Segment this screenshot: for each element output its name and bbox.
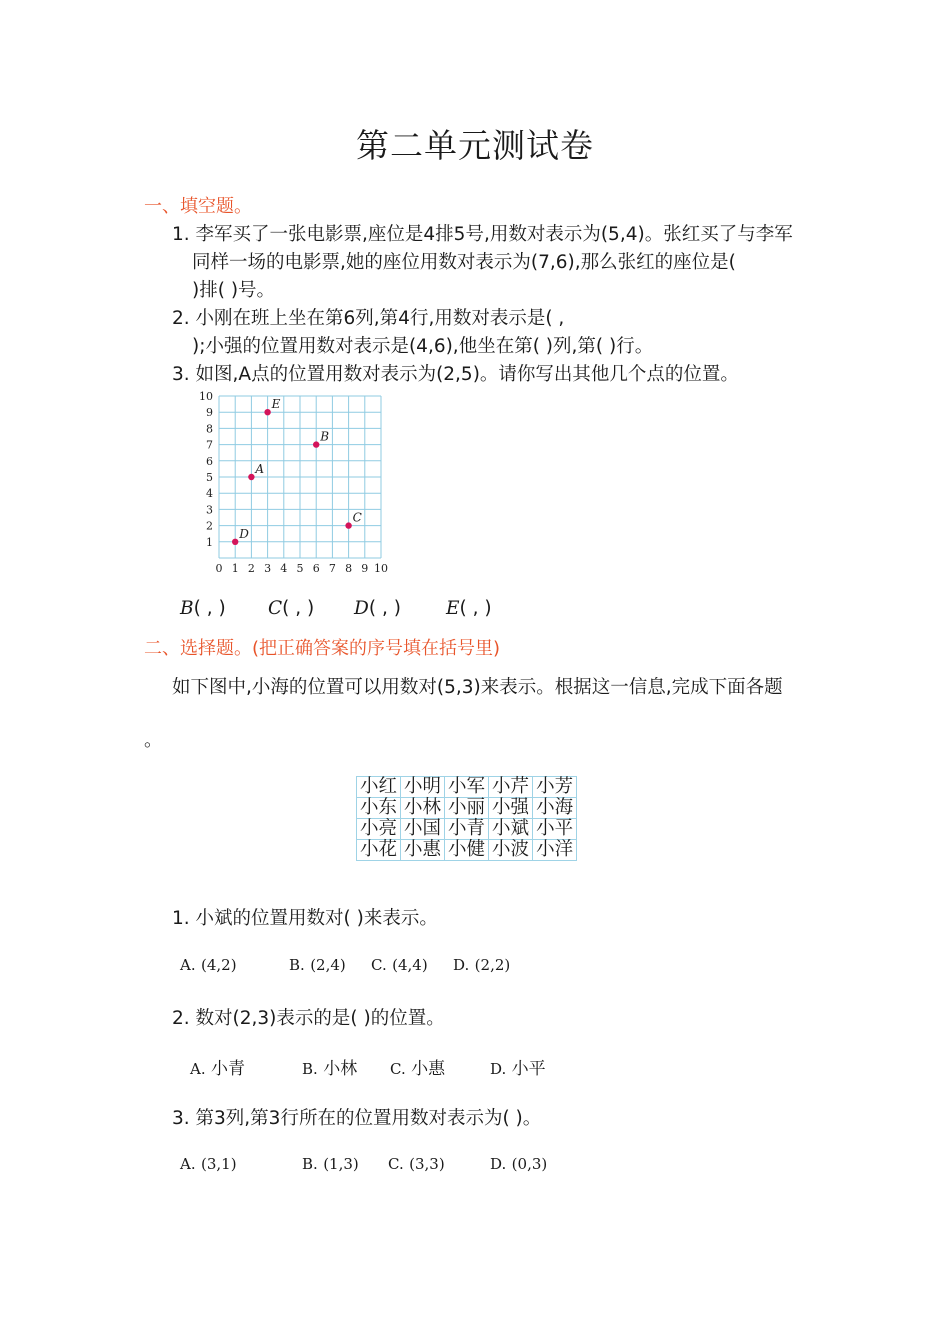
seat-cell: 小平 (533, 819, 577, 840)
seat-cell: 小斌 (489, 819, 533, 840)
option-key: C. (390, 1060, 406, 1078)
seat-cell: 小青 (445, 819, 489, 840)
mc-q3-text: 3. 第3列,第3行所在的位置用数对表示为( )。 (172, 1108, 542, 1129)
mc-q3-option-a (180, 1154, 237, 1174)
x-tick-label: 7 (328, 562, 336, 575)
mc-q2-option-d (490, 1054, 546, 1079)
y-tick-label: 10 (199, 390, 213, 403)
data-point-c (345, 522, 351, 528)
mc-q3-option-c (388, 1154, 445, 1174)
seat-cell: 小军 (445, 777, 489, 798)
point-label-a: A (255, 462, 265, 476)
answer-c-blank: ( , ) (282, 598, 315, 619)
answer-b (180, 598, 226, 619)
coordinate-grid-chart (190, 388, 415, 578)
y-tick-label: 5 (206, 471, 213, 484)
x-tick-label: 3 (264, 562, 272, 575)
option-value: 小青 (211, 1059, 246, 1079)
q1-line1: 1. 李军买了一张电影票,座位是4排5号,用数对表示为(5,4)。张红买了与李军 (172, 224, 793, 245)
seat-cell: 小国 (401, 819, 445, 840)
x-tick-label: 2 (247, 562, 255, 575)
y-tick-label: 9 (206, 406, 213, 420)
q1-line3: )排( )号。 (192, 280, 276, 301)
seat-cell: 小健 (445, 840, 489, 861)
option-key: C. (371, 956, 387, 974)
point-label-b: B (320, 429, 330, 444)
answer-e (446, 598, 492, 619)
x-tick-label: 4 (280, 562, 288, 575)
answer-d-label: D (354, 598, 369, 619)
x-tick-label: 0 (215, 562, 223, 575)
section2-intro-line1: 如下图中,小海的位置可以用数对(5,3)来表示。根据这一信息,完成下面各题 (172, 677, 783, 698)
seating-table (356, 776, 577, 861)
mc-q2-option-c (390, 1054, 445, 1079)
option-key: A. (190, 1060, 206, 1078)
option-key: B. (289, 956, 305, 974)
seat-cell: 小强 (489, 798, 533, 819)
mc-q1-option-a (180, 955, 237, 975)
mc-q2-option-a (190, 1054, 245, 1079)
answer-b-label: B (180, 598, 194, 619)
option-key: D. (453, 956, 470, 974)
q2-line2: );小强的位置用数对表示是(4,6),他坐在第( )列,第( )行。 (192, 336, 654, 357)
option-key: A. (180, 1155, 196, 1173)
option-value: (2,2) (474, 956, 511, 974)
point-label-e: E (271, 397, 281, 412)
mc-q1-option-b (289, 955, 346, 975)
q3-line1: 3. 如图,A点的位置用数对表示为(2,5)。请你写出其他几个点的位置。 (172, 364, 739, 385)
section2-heading: 二、选择题。(把正确答案的序号填在括号里) (144, 638, 501, 659)
seat-cell: 小明 (401, 777, 445, 798)
answer-e-label: E (446, 598, 460, 619)
x-tick-label: 8 (345, 562, 353, 575)
seat-cell: 小洋 (533, 840, 577, 861)
seat-cell: 小林 (401, 798, 445, 819)
section1-heading: 一、填空题。 (144, 196, 252, 217)
q1-line2: 同样一场的电影票,她的座位用数对表示为(7,6),那么张红的座位是( (192, 252, 736, 273)
option-value: 小林 (323, 1059, 358, 1079)
option-key: D. (490, 1155, 507, 1173)
x-tick-label: 10 (374, 562, 388, 575)
seat-cell: 小海 (533, 798, 577, 819)
y-tick-label: 6 (206, 454, 213, 468)
seat-cell: 小芹 (489, 777, 533, 798)
y-tick-label: 3 (206, 503, 213, 517)
answer-b-blank: ( , ) (193, 598, 226, 619)
seat-cell: 小亮 (357, 819, 401, 840)
option-key: D. (490, 1060, 507, 1078)
option-key: B. (302, 1155, 318, 1173)
x-tick-label: 9 (361, 562, 369, 575)
answer-d-blank: ( , ) (368, 598, 401, 619)
option-value: (4,2) (201, 956, 237, 974)
option-value: 小惠 (411, 1059, 446, 1079)
page-title: 第二单元测试卷 (356, 126, 594, 165)
option-key: A. (180, 956, 196, 974)
option-key: C. (388, 1155, 404, 1173)
seat-cell: 小花 (357, 840, 401, 861)
option-value: 小平 (511, 1059, 546, 1079)
mc-q3-option-b (302, 1154, 359, 1174)
section2-intro-line2: 。 (144, 730, 163, 751)
option-value: (1,3) (323, 1155, 359, 1173)
seat-cell: 小红 (357, 777, 401, 798)
option-value: (3,1) (201, 1155, 237, 1173)
point-label-c: C (352, 510, 362, 525)
option-key: B. (302, 1060, 318, 1078)
y-tick-label: 1 (206, 535, 213, 549)
option-value: (0,3) (511, 1155, 548, 1173)
answer-c-label: C (268, 598, 283, 619)
table-row (357, 840, 577, 861)
x-tick-label: 6 (312, 562, 320, 575)
option-value: (4,4) (392, 956, 428, 974)
option-value: (2,4) (310, 956, 346, 974)
table-row (357, 777, 577, 798)
seat-cell: 小惠 (401, 840, 445, 861)
mc-q1-option-c (371, 955, 428, 975)
answer-c (268, 598, 314, 619)
mc-q3-option-d (490, 1154, 547, 1174)
answer-e-blank: ( , ) (459, 598, 492, 619)
seat-cell: 小丽 (445, 798, 489, 819)
mc-q1-option-d (453, 955, 510, 975)
data-point-d (232, 539, 238, 545)
mc-q1-text: 1. 小斌的位置用数对( )来表示。 (172, 908, 438, 929)
seat-cell: 小芳 (533, 777, 577, 798)
table-row (357, 819, 577, 840)
table-row (357, 798, 577, 819)
data-point-b (313, 441, 319, 447)
q2-line1: 2. 小刚在班上坐在第6列,第4行,用数对表示是( , (172, 308, 565, 329)
y-tick-label: 2 (206, 519, 213, 533)
mc-q2-option-b (302, 1054, 357, 1079)
point-label-d: D (239, 526, 249, 541)
y-tick-label: 4 (206, 487, 213, 501)
y-tick-label: 8 (206, 422, 213, 436)
y-tick-label: 7 (206, 438, 213, 452)
x-tick-label: 1 (231, 562, 239, 575)
x-tick-label: 5 (296, 562, 304, 575)
seat-cell: 小波 (489, 840, 533, 861)
mc-q2-text: 2. 数对(2,3)表示的是( )的位置。 (172, 1008, 445, 1029)
seat-cell: 小东 (357, 798, 401, 819)
data-point-e (264, 409, 270, 415)
data-point-a (248, 474, 254, 480)
option-value: (3,3) (409, 1155, 445, 1173)
answer-d (354, 598, 401, 619)
